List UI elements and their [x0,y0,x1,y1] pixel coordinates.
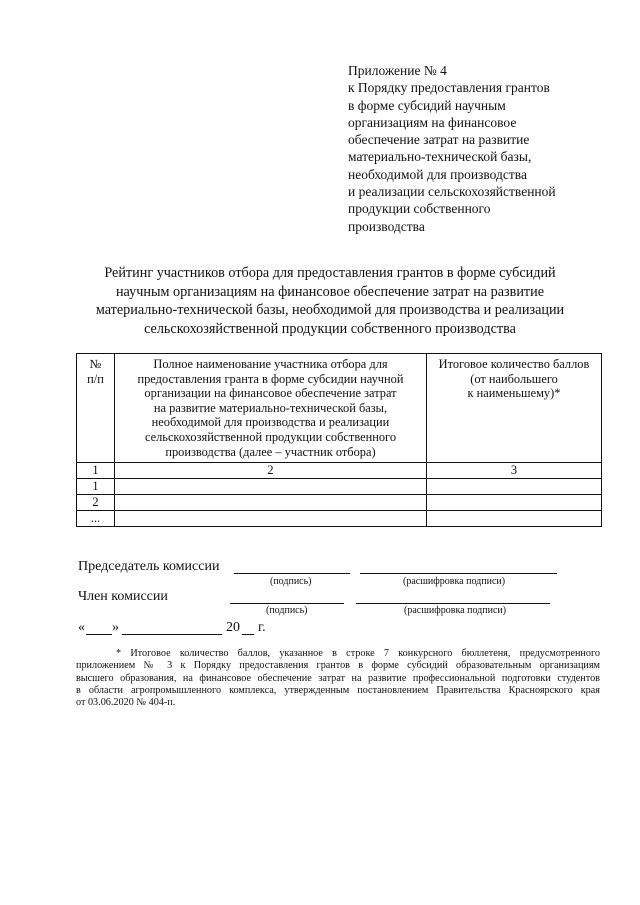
header-number: № п/п [77,354,115,463]
table-cell: 3 [427,463,602,479]
appendix-line: Приложение № 4 [348,63,447,78]
member-decoding-caption: (расшифровка подписи) [404,605,507,616]
table-cell: 1 [77,463,115,479]
date-day-line [86,634,112,635]
footnote-line: от 03.06.2020 № 404-п. [76,697,176,709]
header-participant-name: Полное наименование участника отбора для предоставления гранта в форме субсидии научной организации на финансовое обеспечение затрат на развитие материально-технической базы, необходимой для производства и реализации сельскохозяйственной продукции собственного производства (далее – участник отбора) [115,354,427,463]
row-score [427,511,602,527]
appendix-line: материально-технической базы, [348,149,532,165]
chairman-signature-caption: (подпись) [270,576,312,587]
row-participant [115,479,427,495]
row-participant [115,511,427,527]
row-number: 2 [77,495,115,511]
appendix-line: в форме субсидий научным [348,97,506,113]
member-label: Член комиссии [78,589,168,604]
appendix-line: необходимой для производства [348,166,527,182]
row-score [427,479,602,495]
chairman-label: Председатель комиссии [78,559,220,574]
header-total-score: Итоговое количество баллов (от наибольшего к наименьшему)* [427,354,602,463]
date-quote-open: « [78,620,85,635]
title-line: материально-технической базы, необходимой для производства и реализации [95,302,565,319]
date-year-prefix: 20 [226,620,240,635]
member-decoding-line [356,603,550,604]
appendix-line: к Порядку предоставления грантов [348,80,550,96]
appendix-line: производства [348,218,425,234]
date-quote-close: » [112,620,119,635]
column-numbering-row [77,463,602,479]
appendix-header [348,62,608,235]
appendix-line: продукции собственного [348,201,491,217]
chairman-decoding-line [360,573,557,574]
date-month-line [122,634,222,635]
footnote-line: * Итоговое количество баллов, указанное в строке 7 конкурсного бюллетеня, предусмотренного [116,648,600,659]
member-signature-line [230,603,344,604]
appendix-line: и реализации сельскохозяйственной [348,184,556,200]
title-line: сельскохозяйственной продукции собственного производства [144,320,516,337]
row-score [427,495,602,511]
rating-table [76,353,602,527]
date-year-line [242,634,254,635]
footnote-line: приложением № 3 к Порядку предоставления грантов в форме субсидий образовательным организациям [76,660,600,672]
table-row [77,479,602,495]
chairman-decoding-caption: (расшифровка подписи) [403,576,506,587]
table-row [77,511,602,527]
table-row [77,495,602,511]
appendix-line: обеспечение затрат на развитие [348,132,530,148]
row-number: 1 [77,479,115,495]
table-cell: 2 [115,463,427,479]
date-year-suffix: г. [258,620,266,635]
row-participant [115,495,427,511]
row-number: ... [77,511,115,527]
footnote-line: высшего образования, на финансовое обеспечение затрат на развитие профессиональной подготовки студентов [76,672,600,684]
chairman-signature-line [234,573,350,574]
footnote-line: в области агропромышленного комплекса, утвержденным постановлением Правительства Красноярского края [76,684,600,696]
title-line: Рейтинг участников отбора для предоставления грантов в форме субсидий [104,265,556,281]
title-line: научным организациям на финансовое обеспечение затрат на развитие [115,283,545,300]
member-signature-caption: (подпись) [266,605,308,616]
table-header-row [77,354,602,463]
footnote [76,648,600,709]
document-title [60,264,600,338]
appendix-line: организациям на финансовое [348,114,517,130]
